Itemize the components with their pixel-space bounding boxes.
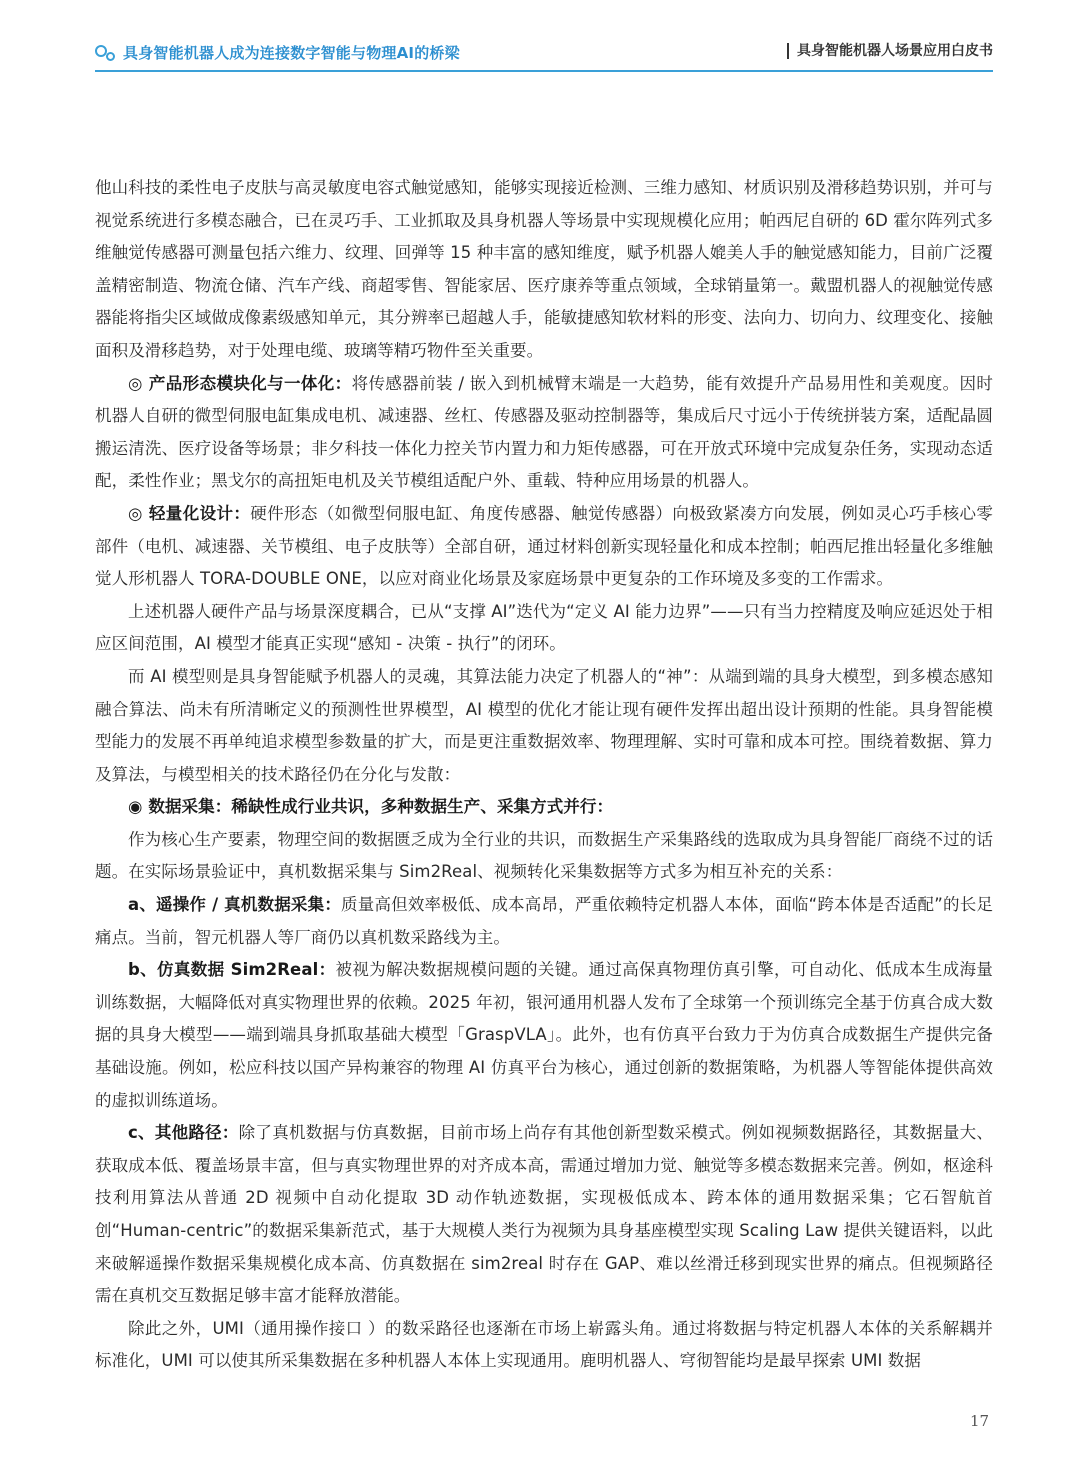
header-right-title: 具身智能机器人场景应用白皮书 — [787, 43, 993, 59]
paragraph: b、仿真数据 Sim2Real：被视为解决数据规模问题的关键。通过高保真物理仿真引擎，可自动化、低成本生成海量训练数据，大幅降低对真实物理世界的依赖。2025 年初，银河通用机器人发布了全球第一个预训练完全基于仿真合成大数据的具身大模型——端到端具身抓取基础大模型「GraspVLA」。此外，也有仿真平台致力于为仿真合成数据生产提供完备基础设施。例如，松应科技以国产异构兼容的物理 AI 仿真平台为核心，通过创新的数据策略，为机器人等智能体提供高效的虚拟训练道场。 — [95, 960, 994, 1110]
paragraph: 而 AI 模型则是具身智能赋予机器人的灵魂，其算法能力决定了机器人的“神”：从端到端的具身大模型，到多模态感知融合算法、尚未有所清晰定义的预测性世界模型，AI 模型的优化才能让现有硬件发挥出超出设计预期的性能。具身智能模型能力的发展不再单纯追求模型参数量的扩大，而是更注重数据效率、物理理解、实时可靠和成本可控。围绕着数据、算力及算法，与模型相关的技术路径仍在分化与发散： — [95, 666, 993, 784]
paragraph: 他山科技的柔性电子皮肤与高灵敏度电容式触觉感知，能够实现接近检测、三维力感知、材质识别及滑移趋势识别，并可与视觉系统进行多模态融合，已在灵巧手、工业抓取及具身机器人等场景中实现规模化应用；帕西尼自研的 6D 霍尔阵列式多维触觉传感器可测量包括六维力、纹理、回弹等 15 种丰富的感知维度，赋予机器人媲美人手的触觉感知能力，目前广泛覆盖精密制造、物流仓储、汽车产线、商超零售、智能家居、医疗康养等重点领域，全球销量第一。戴盟机器人的视触觉传感器能将指尖区域做成像素级感知单元，其分辨率已超越人手，能敏捷感知软材料的形变、法向力、切向力、纹理变化、接触面积及滑移趋势，对于处理电缆、玻璃等精巧物件至关重要。 — [95, 178, 993, 360]
header-left — [95, 42, 460, 63]
paragraph-lead: c、其他路径： — [128, 1123, 239, 1143]
header-left-title: 具身智能机器人成为连接数字智能与物理AI的桥梁 — [123, 44, 460, 62]
paragraph: 上述机器人硬件产品与场景深度耦合，已从“支撑 AI”迭代为“定义 AI 能力边界”——只有当力控精度及响应延迟处于相应区间范围，AI 模型才能真正实现“感知 - 决策 - 执行”的闭环。 — [95, 601, 993, 654]
paragraph: ◎ 产品形态模块化与一体化：将传感器前装 / 嵌入到机械臂末端是一大趋势，能有效提升产品易用性和美观度。因时机器人自研的微型伺服电缸集成电机、减速器、丝杠、传感器及驱动控制器等，集成后尺寸远小于传统拼装方案，适配晶圆搬运清洗、医疗设备等场景；非夕科技一体化力控关节内置力和力矩传感器，可在开放式环境中完成复杂任务，实现动态适配，柔性作业；黑戈尔的高扭矩电机及关节模组适配户外、重载、特种应用场景的机器人。 — [95, 373, 993, 491]
page-number: 17 — [970, 1412, 990, 1430]
page-header — [95, 36, 993, 72]
paragraph: ◎ 轻量化设计：硬件形态（如微型伺服电缸、角度传感器、触觉传感器）向极致紧凑方向发展，例如灵心巧手核心零部件（电机、减速器、关节模组、电子皮肤等）全部自研，通过材料创新实现轻量化和成本控制；帕西尼推出轻量化多维触觉人形机器人 TORA-DOUBLE ONE，以应对商业化场景及家庭场景中更复杂的工作环境及多变的工作需求。 — [95, 503, 993, 589]
body-text — [95, 172, 993, 1378]
logo-icon — [95, 43, 117, 63]
paragraph: c、其他路径：除了真机数据与仿真数据，目前市场上尚存有其他创新型数采模式。例如视频数据路径，其数据量大、获取成本低、覆盖场景丰富，但与真实物理世界的对齐成本高，需通过增加力觉、触觉等多模态数据来完善。例如，枢途科技利用算法从普通 2D 视频中自动化提取 3D 动作轨迹数据，实现极低成本、跨本体的通用数据采集；它石智航首创“Human-centric”的数据采集新范式，基于大规模人类行为视频为具身基座模型实现 Scaling Law 提供关键语料，以此来破解遥操作数据采集规模化成本高、仿真数据在 sim2real 时存在 GAP、难以丝滑迁移到现实世界的痛点。但视频路径需在真机交互数据足够丰富才能释放潜能。 — [95, 1123, 994, 1306]
paragraph-lead: a、遥操作 / 真机数据采集： — [128, 895, 342, 915]
paragraph-lead: b、仿真数据 Sim2Real： — [128, 960, 336, 980]
section-heading: ◉ 数据采集：稀缺性成行业共识，多种数据生产、采集方式并行： — [128, 797, 614, 817]
paragraph-lead: ◎ 产品形态模块化与一体化： — [128, 373, 352, 393]
paragraph: 除此之外，UMI（通用操作接口 ）的数采路径也逐渐在市场上崭露头角。通过将数据与特定机器人本体的关系解耦并标准化，UMI 可以使其所采集数据在多种机器人本体上实现通用。鹿明机器人、穹彻智能均是最早探索 UMI 数据 — [95, 1318, 993, 1371]
paragraph: 作为核心生产要素，物理空间的数据匮乏成为全行业的共识，而数据生产采集路线的选取成为具身智能厂商绕不过的话题。在实际场景验证中，真机数据采集与 Sim2Real、视频转化采集数据等方式多为相互补充的关系： — [95, 829, 993, 882]
paragraph-lead: ◎ 轻量化设计： — [128, 503, 251, 523]
paragraph: a、遥操作 / 真机数据采集：质量高但效率极低、成本高昂，严重依赖特定机器人本体，面临“跨本体是否适配”的长足痛点。当前，智元机器人等厂商仍以真机数采路线为主。 — [95, 895, 993, 947]
